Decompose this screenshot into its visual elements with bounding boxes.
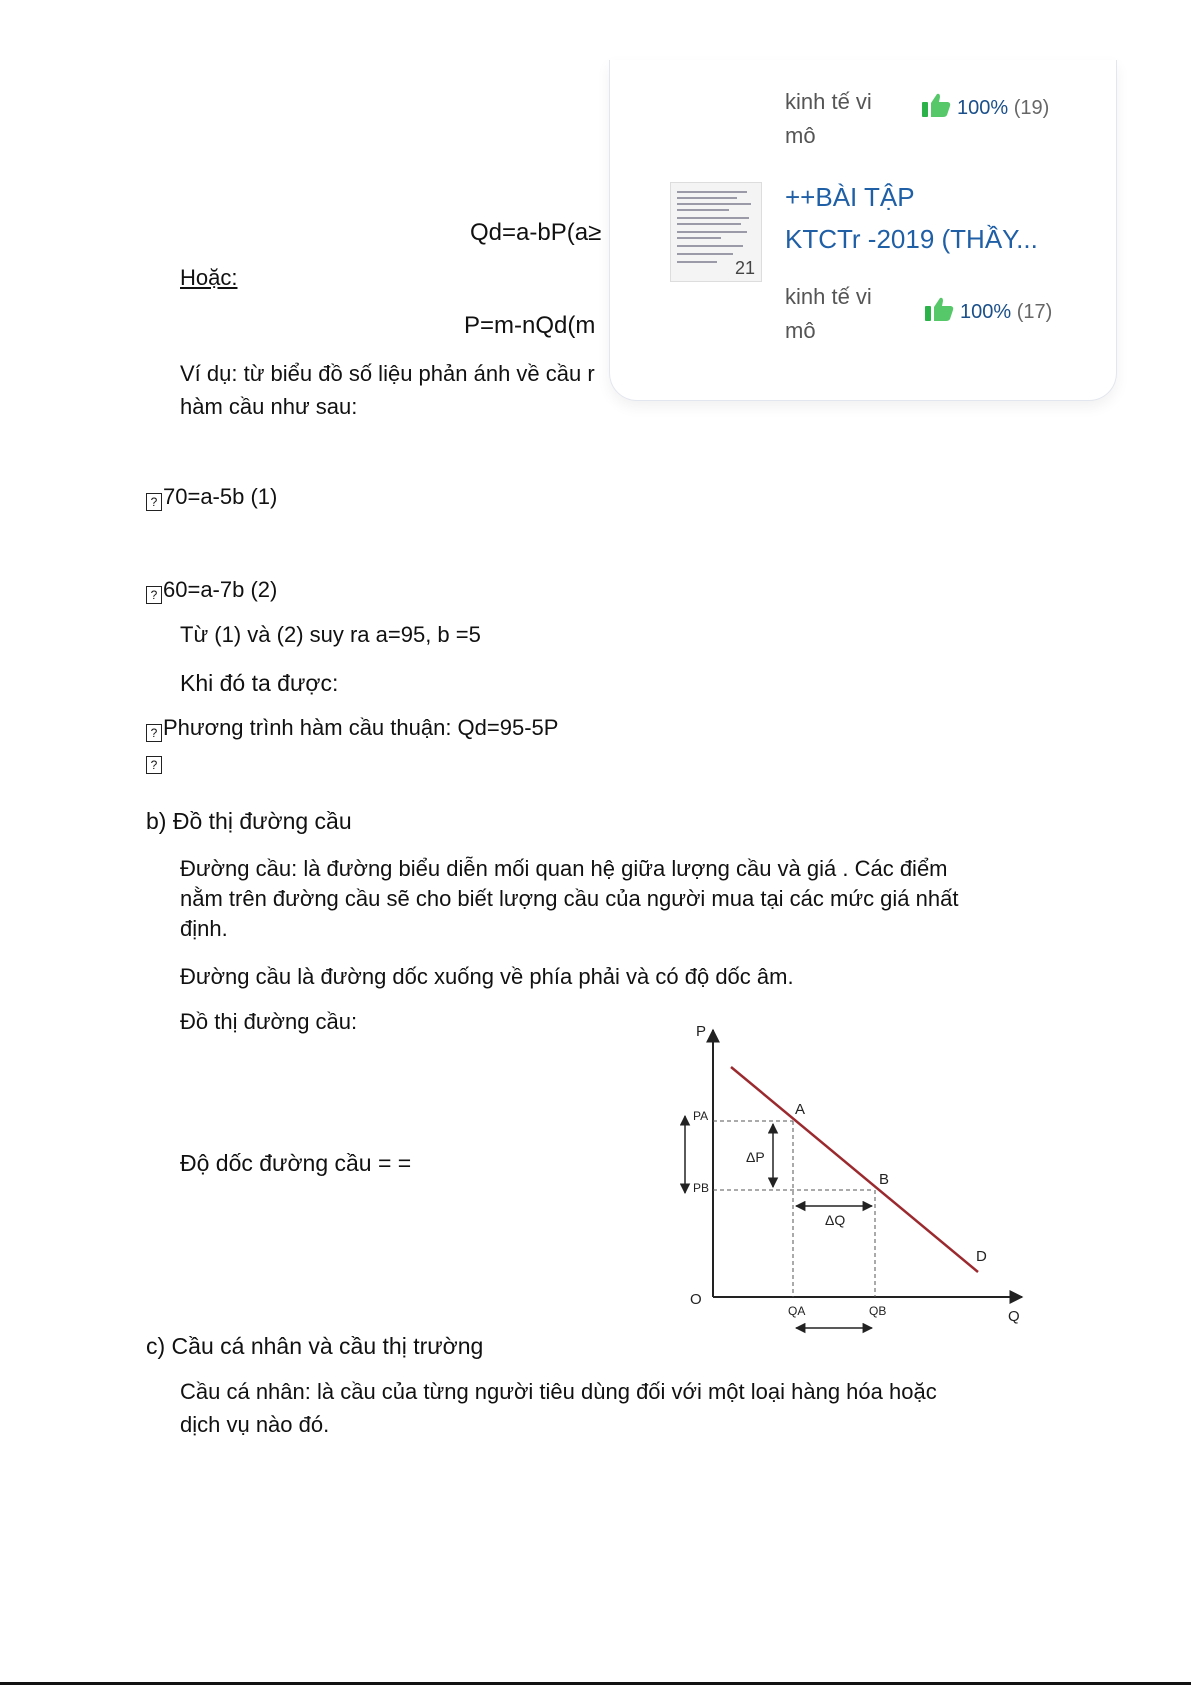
demand-line [731, 1067, 978, 1272]
x-axis-label: Q [1008, 1308, 1020, 1325]
khi-do-line: Khi đó ta được: [180, 670, 339, 696]
item2-rating-percent: 100% [960, 301, 1012, 323]
example-line-2: hàm cầu như sau: [180, 394, 358, 419]
thumbs-up-icon [921, 92, 951, 118]
item1-rating-count: (19) [1013, 97, 1050, 119]
item1-subject[interactable] [785, 85, 905, 153]
point-b-label: B [879, 1171, 890, 1188]
missing-glyph-icon: ? [146, 724, 162, 742]
item2-rating-count: (17) [1016, 301, 1053, 323]
demand-def-line-2: nằm trên đường cầu sẽ cho biết lượng cầu của người mua tại các mức giá nhất [180, 886, 959, 911]
item1-subject-line-1: kinh tế vi [785, 89, 872, 114]
missing-glyph-line [146, 745, 163, 775]
item2-title-line-1: ++BÀI TẬP [785, 182, 915, 212]
item1-rating [921, 92, 1049, 120]
qa-label: QA [788, 1304, 806, 1318]
hoac-label: Hoặc: [180, 265, 238, 290]
item2-title[interactable] [785, 176, 1038, 260]
demand-def-line-3: định. [180, 916, 228, 941]
missing-glyph-icon: ? [146, 586, 162, 604]
curve-d-label: D [976, 1248, 987, 1265]
individual-demand-line-2: dịch vụ nào đó. [180, 1412, 330, 1437]
slope-formula-label: Độ dốc đường cầu = = [180, 1150, 412, 1176]
section-b-heading: b) Đồ thị đường cầu [146, 808, 352, 834]
item2-subject[interactable] [785, 280, 905, 348]
item2-rating [924, 296, 1052, 324]
pa-label: PA [693, 1109, 709, 1123]
demand-def-line-1: Đường cầu: là đường biểu diễn mối quan hệ giữa lượng cầu và giá . Các điểm [180, 856, 948, 881]
related-docs-popup [609, 60, 1117, 401]
delta-p-label: ΔP [746, 1149, 765, 1165]
missing-glyph-icon: ? [146, 756, 162, 774]
derive-line: Từ (1) và (2) suy ra a=95, b =5 [180, 622, 481, 647]
delta-q-label: ΔQ [825, 1212, 846, 1228]
equation-1-text: 70=a-5b (1) [163, 484, 278, 509]
missing-glyph-icon: ? [146, 493, 162, 511]
equation-2-text: 60=a-7b (2) [163, 577, 278, 602]
formula-qd: Qd=a-bP(a≥ [470, 219, 602, 246]
demand-curve-chart [660, 1010, 1040, 1340]
y-axis-label: P [696, 1023, 707, 1040]
item2-document-thumbnail[interactable] [670, 182, 762, 282]
origin-label: O [690, 1291, 702, 1308]
section-c-heading: c) Cầu cá nhân và cầu thị trường [146, 1333, 484, 1359]
pb-label: PB [693, 1181, 710, 1195]
point-a-label: A [795, 1101, 806, 1118]
item2-page-count: 21 [734, 258, 755, 278]
item1-subject-line-2: mô [785, 123, 816, 148]
formula-p: P=m-nQd(m [464, 312, 596, 339]
qb-label: QB [869, 1304, 887, 1318]
item2-subject-line-2: mô [785, 318, 816, 343]
phuong-trinh-text: Phương trình hàm cầu thuận: Qd=95-5P [163, 715, 559, 740]
example-line-1: Ví dụ: từ biểu đồ số liệu phản ánh về cầu r [180, 361, 595, 386]
item2-subject-line-1: kinh tế vi [785, 284, 872, 309]
demand-graph-label: Đồ thị đường cầu: [180, 1009, 358, 1034]
item2-title-line-2: KTCTr -2019 (THẦY... [785, 224, 1038, 254]
thumbs-up-icon [924, 296, 954, 322]
individual-demand-line-1: Cầu cá nhân: là cầu của từng người tiêu dùng đối với một loại hàng hóa hoặc [180, 1379, 937, 1404]
phuong-trinh-line [146, 713, 558, 743]
item1-rating-percent: 100% [957, 97, 1009, 119]
demand-slope-line: Đường cầu là đường dốc xuống về phía phải và có độ dốc âm. [180, 964, 794, 989]
equation-2 [146, 575, 277, 605]
equation-1 [146, 482, 277, 512]
